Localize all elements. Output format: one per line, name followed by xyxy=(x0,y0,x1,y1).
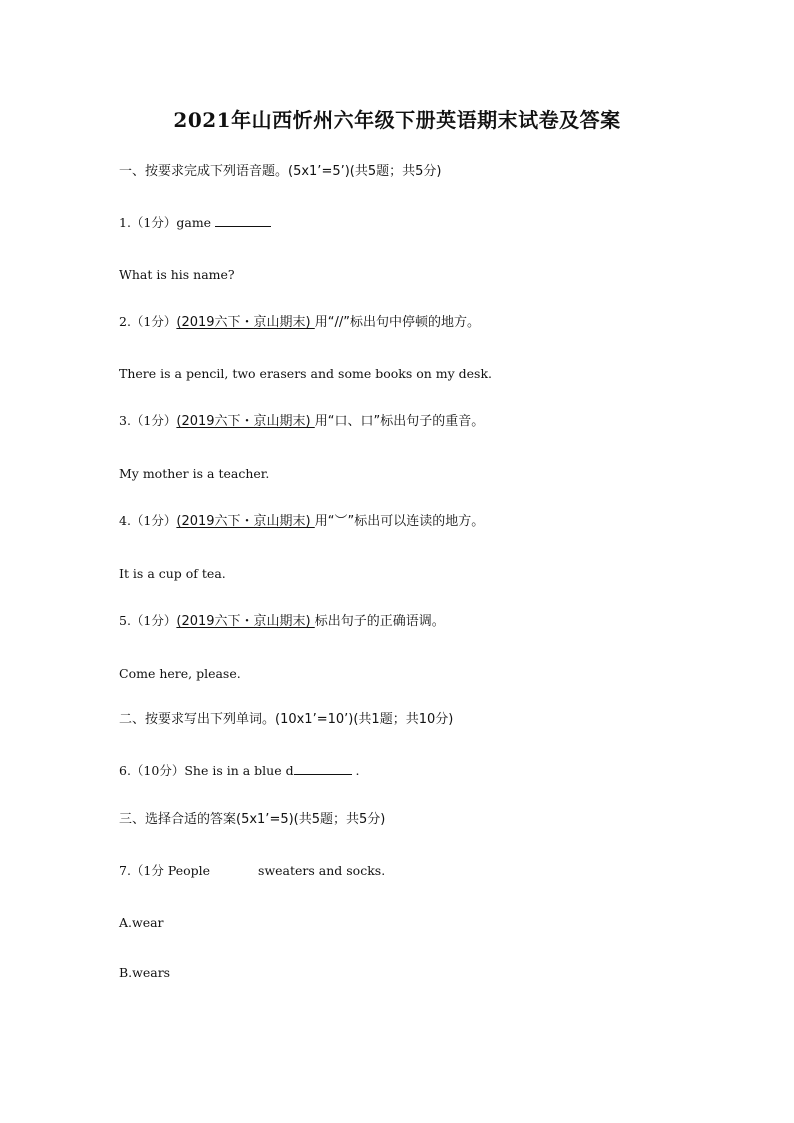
question-5-instruction: 标出句子的正确语调。 xyxy=(314,614,445,629)
section-2-heading: 二、按要求写出下列单词。(10x1’=10’)(共1题；共10分) xyxy=(119,712,454,727)
section-1-heading: 一、按要求完成下列语音题。(5x1’=5’)(共5题；共5分) xyxy=(119,164,442,179)
question-1-prefix: 1.（1分）game xyxy=(119,215,216,230)
question-7-option-b: B.wears xyxy=(119,965,171,980)
question-5-content: Come here, please. xyxy=(119,666,241,681)
question-2 xyxy=(119,313,480,332)
question-7-option-a: A.wear xyxy=(119,915,164,930)
question-4-prefix: 4.（1分） xyxy=(119,513,177,528)
question-5 xyxy=(119,612,445,631)
question-2-prefix: 2.（1分） xyxy=(119,314,177,329)
question-4-content: It is a cup of tea. xyxy=(119,566,226,581)
question-2-source-link[interactable]: (2019六下・京山期末) xyxy=(176,315,315,330)
question-3-instruction: 用“口、口”标出句子的重音。 xyxy=(314,414,485,429)
question-2-instruction: 用“//”标出句中停顿的地方。 xyxy=(314,315,480,330)
question-5-source-link[interactable]: (2019六下・京山期末) xyxy=(176,614,315,629)
question-4 xyxy=(119,512,484,531)
question-4-source-link[interactable]: (2019六下・京山期末) xyxy=(176,514,315,529)
question-3 xyxy=(119,412,484,431)
question-2-content: There is a pencil, two erasers and some books on my desk. xyxy=(119,366,493,381)
question-7-prefix: 7.（1分 People xyxy=(119,863,211,878)
document-title: 2021年山西忻州六年级下册英语期末试卷及答案 xyxy=(173,108,621,132)
question-6-prefix: 6.（10分）She is in a blue d xyxy=(119,763,294,778)
question-5-prefix: 5.（1分） xyxy=(119,613,177,628)
question-7 xyxy=(119,862,385,881)
answer-blank xyxy=(294,762,352,775)
question-3-source-link[interactable]: (2019六下・京山期末) xyxy=(176,414,315,429)
question-6 xyxy=(119,762,360,781)
question-4-instruction: 用“︶”标出可以连读的地方。 xyxy=(314,514,485,529)
question-7-suffix: sweaters and socks. xyxy=(258,863,386,878)
section-3-heading: 三、选择合适的答案(5x1’=5)(共5题；共5分) xyxy=(119,812,386,827)
answer-blank xyxy=(215,214,271,227)
question-6-suffix: . xyxy=(351,763,360,778)
question-3-prefix: 3.（1分） xyxy=(119,413,177,428)
question-1-content: What is his name? xyxy=(119,267,235,282)
question-1 xyxy=(119,214,271,233)
question-3-content: My mother is a teacher. xyxy=(119,466,270,481)
